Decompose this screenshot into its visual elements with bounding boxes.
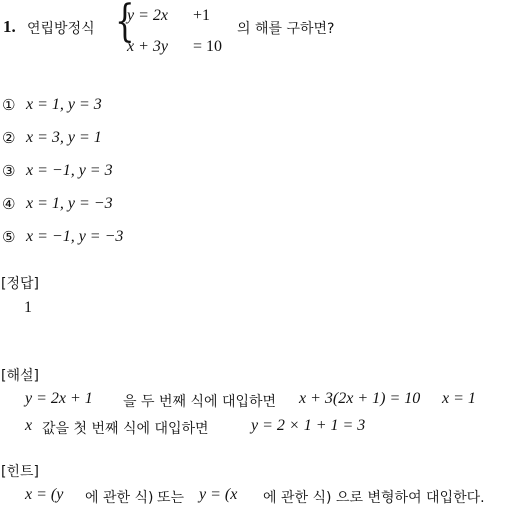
explanation-heading: [해설] [1, 368, 39, 384]
option-text: x = 1, y = 3 [26, 96, 102, 113]
hint-math: x = (y [25, 486, 64, 503]
explanation-math: x + 3(2x + 1) = 10 [299, 390, 421, 407]
hint-text: 에 관한 식) [85, 490, 154, 506]
option-mark: ③ [2, 162, 16, 180]
explanation-text: 값을 첫 번째 식에 대입하면 [42, 421, 209, 437]
explanation-math: y = 2 × 1 + 1 = 3 [251, 417, 366, 434]
hint-heading: [힌트] [1, 464, 39, 480]
option-mark: ① [2, 96, 16, 114]
equation-2-right: = 10 [193, 38, 223, 55]
hint-math: y = (x [199, 486, 238, 503]
explanation-text: 을 두 번째 식에 대입하면 [123, 394, 277, 410]
option-text: x = 1, y = −3 [26, 195, 113, 212]
explanation-math: x [25, 417, 33, 434]
explanation-math: x = 1 [442, 390, 476, 407]
hint-text: 또는 [157, 490, 185, 506]
option-mark: ⑤ [2, 228, 16, 246]
question-prompt: 연립방정식 [27, 21, 95, 37]
answer-value: 1 [24, 299, 32, 316]
hint-text: 으로 변형하여 대입한다. [336, 490, 485, 506]
option-text: x = −1, y = −3 [26, 228, 124, 245]
hint-text: 에 관한 식) [263, 490, 332, 506]
equation-2-left: x + 3y [127, 38, 168, 55]
equation-1-left: y = 2x [127, 7, 168, 24]
question-number: 1. [3, 17, 16, 36]
option-mark: ② [2, 129, 16, 147]
answer-heading: [정답] [1, 276, 39, 292]
option-text: x = −1, y = 3 [26, 162, 113, 179]
explanation-math: y = 2x + 1 [25, 390, 93, 407]
question-suffix: 의 해를 구하면? [237, 21, 335, 37]
left-brace: { [115, 0, 135, 47]
equation-1-right: +1 [193, 7, 211, 24]
option-text: x = 3, y = 1 [26, 129, 102, 146]
option-mark: ④ [2, 195, 16, 213]
